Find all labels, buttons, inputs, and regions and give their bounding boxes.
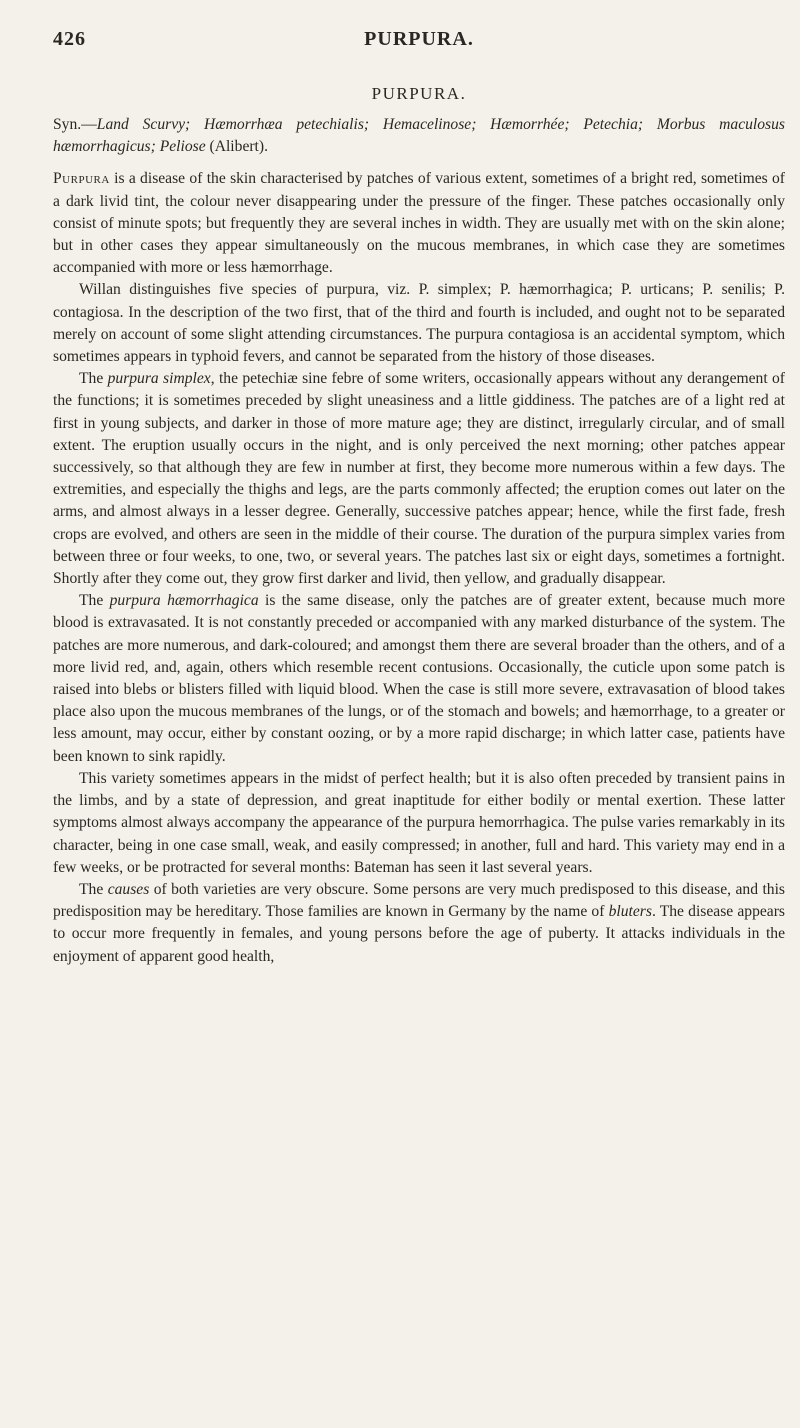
paragraph-lead: The <box>79 880 108 898</box>
paragraph-purpura-haemorrhagica <box>53 590 785 768</box>
paragraph-italic-term: bluters <box>608 903 652 921</box>
paragraph-definition <box>53 168 785 279</box>
running-head <box>53 28 785 78</box>
paragraph-causes <box>53 879 785 968</box>
paragraph-lead-italic: causes <box>107 880 150 898</box>
running-title: PURPURA. <box>364 28 474 50</box>
paragraph-text: of both varieties are very obscure. Some persons are very much predisposed to this disease, and this predisposition may be hereditary. Those families are known in Germany by the name of <box>53 880 785 921</box>
paragraph-purpura-simplex <box>53 368 785 590</box>
paragraph-lead-term: Purpura <box>53 170 110 188</box>
paragraph-text: , the petechiæ sine febre of some writers, occasionally appears without any derangement of the functions; it is sometimes preceded by slight uneasiness and a little giddiness. The patches are of a light red at first in young subjects, and darker in those of more mature age; they are distinct, irregularly circular, and of small extent. The eruption usually occurs in the night, and is only perceived the next morning; other patches appear successively, so that although they are few in number at first, they become more numerous within a few days. The extremities, and especially the thighs and legs, are the parts commonly affected; the eruption comes out later on the arms, and almost always in a lesser degree. Generally, successive patches appear; hence, while the first fade, fresh crops are evolved, and others are seen in the middle of their course. The duration of the purpura simplex varies from between three or four weeks, to one, two, or several years. The patches last six or eight days, sometimes a fortnight. Shortly after they come out, they grow first darker and livid, then yellow, and gradually disappear. <box>53 370 785 588</box>
synonyms-paragraph <box>53 114 785 158</box>
paragraph-willan-species <box>53 279 785 368</box>
synonyms-list: Land Scurvy; Hæmorrhæa petechialis; Hemacelinose; Hæmorrhée; Petechia; Morbus maculosus hæmorrhagicus; Peliose <box>53 116 785 156</box>
synonyms-prefix: Syn.— <box>53 116 97 133</box>
book-page <box>53 0 785 968</box>
paragraph-lead-italic: purpura hæmorrhagica <box>109 592 259 610</box>
page-number: 426 <box>53 28 86 50</box>
paragraph-lead: The <box>79 592 110 610</box>
paragraph-text: is a disease of the skin characterised by patches of various extent, sometimes of a bright red, sometimes of a dark livid tint, the colour never disappearing under the pressure of the finger. These patches occasionally only consist of minute spots; but frequently they are several inches in width. They are usually met with on the skin alone; but in other cases they appear simultaneously on the mucous membranes, in which case they are sometimes accompanied with more or less hæmorrhage. <box>53 170 785 277</box>
paragraph-text: This variety sometimes appears in the midst of perfect health; but it is also often preceded by transient pains in the limbs, and by a state of depression, and great inaptitude for either bodily or mental exertion. These latter symptoms almost always accompany the appearance of the purpura hemorrhagica. The pulse varies remarkably in its character, being in one case small, weak, and easily compressed; in another, full and hard. This variety may end in a few weeks, or be protracted for several months: Bateman has seen it last several years. <box>53 769 785 876</box>
paragraph-text: Willan distinguishes five species of purpura, viz. P. simplex; P. hæmorrhagica; P. urticans; P. senilis; P. contagiosa. In the description of the two first, that of the third and fourth is included, and ought not to be separated merely on account of some slight attending circumstances. The purpura contagiosa is an accidental symptom, which sometimes appears in typhoid fevers, and cannot be separated from the history of those diseases. <box>53 281 785 366</box>
paragraph-variety <box>53 768 785 879</box>
synonyms-attribution: (Alibert). <box>205 138 268 156</box>
paragraph-text: is the same disease, only the patches are of greater extent, because much more blood is extravasated. It is not constantly preceded or accompanied with any marked disturbance of the system. The patches are more numerous, and dark-coloured; and amongst them there are several broader than the others, and of a more livid red, and, again, others which resemble recent contusions. Occasionally, the cuticle upon some patch is raised into blebs or blisters filled with liquid blood. When the case is still more severe, extravasation of blood takes place also upon the mucous membranes of the lungs, or of the stomach and bowels; and hæmorrhage, to a greater or less amount, may occur, either by constant oozing, or by a more rapid discharge; in which latter case, patients have been known to sink rapidly. <box>53 592 785 765</box>
paragraph-tail: . The disease appears to occur more frequently in females, and young persons before the age of puberty. It attacks individuals in the enjoyment of apparent good health, <box>53 903 785 965</box>
paragraph-lead-italic: purpura simplex <box>107 370 211 388</box>
section-title: PURPURA. <box>371 84 467 103</box>
paragraph-lead: The <box>79 370 108 388</box>
